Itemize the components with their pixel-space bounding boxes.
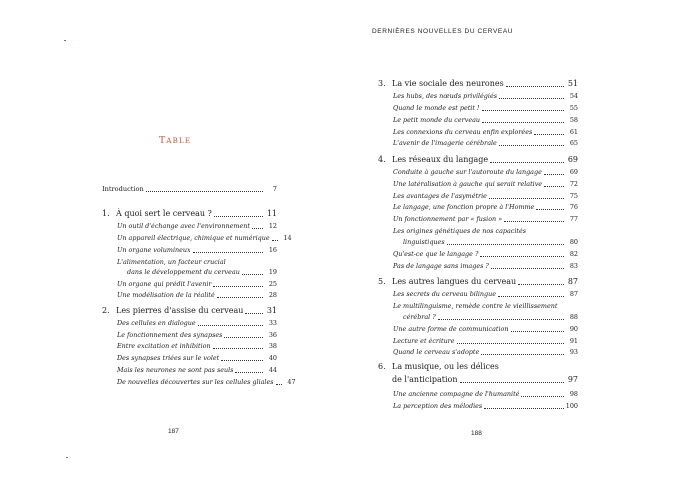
toc-chapter-1: 1. À quoi sert le cerveau ? 11 (102, 209, 277, 218)
running-head: DERNIÈRES NOUVELLES DU CERVEAU (372, 28, 514, 35)
toc-entry: Qu'est-ce que le langage ? 82 (393, 250, 578, 258)
toc-entry: dans le développement du cerveau 19 (127, 268, 277, 276)
toc-entry: Un organe volumineux 16 (117, 246, 277, 254)
toc-entry: Le petit monde du cerveau 58 (393, 116, 578, 124)
toc-entry-line: Le multilinguisme, remède contre le vieillissement (393, 302, 558, 310)
right-page (350, 0, 700, 495)
toc-chapter-2: 2. Les pierres d'assise du cerveau 31 (102, 306, 277, 315)
toc-entry: Entre excitation et inhibition 38 (117, 342, 277, 350)
toc-chapter-6: de l'anticipation 97 (392, 375, 578, 384)
toc-entry: De nouvelles découvertes sur les cellules gliales 47 (117, 378, 296, 386)
toc-entry: Un organe qui prédit l'avenir 25 (117, 280, 277, 288)
toc-chapter-4: 4. Les réseaux du langage 69 (378, 155, 578, 164)
toc-entry: Conduite à gauche sur l'autoroute du langage 69 (393, 168, 578, 176)
toc-entry: Les avantages de l'asymétrie 75 (393, 192, 578, 200)
toc-entry: Quand le monde est petit ! 55 (393, 104, 578, 112)
toc-entry: Les secrets du cerveau bilingue 87 (393, 290, 578, 298)
paper-speck (66, 457, 68, 458)
toc-entry-introduction: Introduction 7 (102, 185, 277, 193)
toc-entry: Le langage, une fonction propre à l'Homme 76 (393, 203, 578, 211)
toc-entry: Une modélisation de la réalité 28 (117, 291, 277, 299)
toc-entry: La perception des mélodies 100 (393, 402, 578, 410)
toc-entry: Des synapses triées sur le volet 40 (117, 354, 277, 362)
toc-entry: Les hubs, des nœuds privilégiés 54 (393, 92, 578, 100)
paper-speck (64, 40, 66, 41)
page-number: 187 (168, 428, 179, 435)
toc-entry: Une ancienne compagne de l'humanité 98 (393, 390, 578, 398)
toc-entry: cérébral ? 88 (403, 313, 578, 321)
toc-entry: Un fonctionnement par « fusion » 77 (393, 215, 578, 223)
toc-entry: Une latéralisation à gauche qui serait relative 72 (393, 180, 578, 188)
toc-entry: Pas de langage sans images ? 83 (393, 262, 578, 270)
toc-entry: Le fonctionnement des synapses 36 (117, 331, 277, 339)
toc-entry: Quand le cerveau s'adopte 93 (393, 348, 578, 356)
toc-entry: Lecture et écriture 91 (393, 337, 578, 345)
toc-entry: Un outil d'échange avec l'environnement 12 (117, 222, 277, 230)
toc-entry: Les connexions du cerveau enfin explorées 61 (393, 128, 578, 136)
toc-entry-line: L'alimentation, un facteur crucial (117, 258, 226, 266)
toc-entry: L'avenir de l'imagerie cérébrale 65 (393, 139, 578, 147)
toc-entry: Des cellules en dialogue 33 (117, 319, 277, 327)
toc-chapter-6-line: 6. La musique, ou les délices (378, 362, 499, 371)
toc-entry: linguistiques 80 (403, 238, 578, 246)
toc-entry: Mais les neurones ne sont pas seuls 44 (117, 366, 277, 374)
toc-chapter-3: 3. La vie sociale des neurones 51 (378, 79, 578, 88)
toc-title: Table (158, 135, 192, 146)
toc-chapter-5: 5. Les autres langues du cerveau 87 (378, 277, 578, 286)
toc-entry: Un appareil électrique, chimique et numérique 14 (117, 234, 292, 242)
toc-entry: Une autre forme de communication 90 (393, 325, 578, 333)
toc-entry-line: Les origines génétiques de nos capacités (393, 227, 527, 235)
page-number: 188 (471, 430, 482, 437)
